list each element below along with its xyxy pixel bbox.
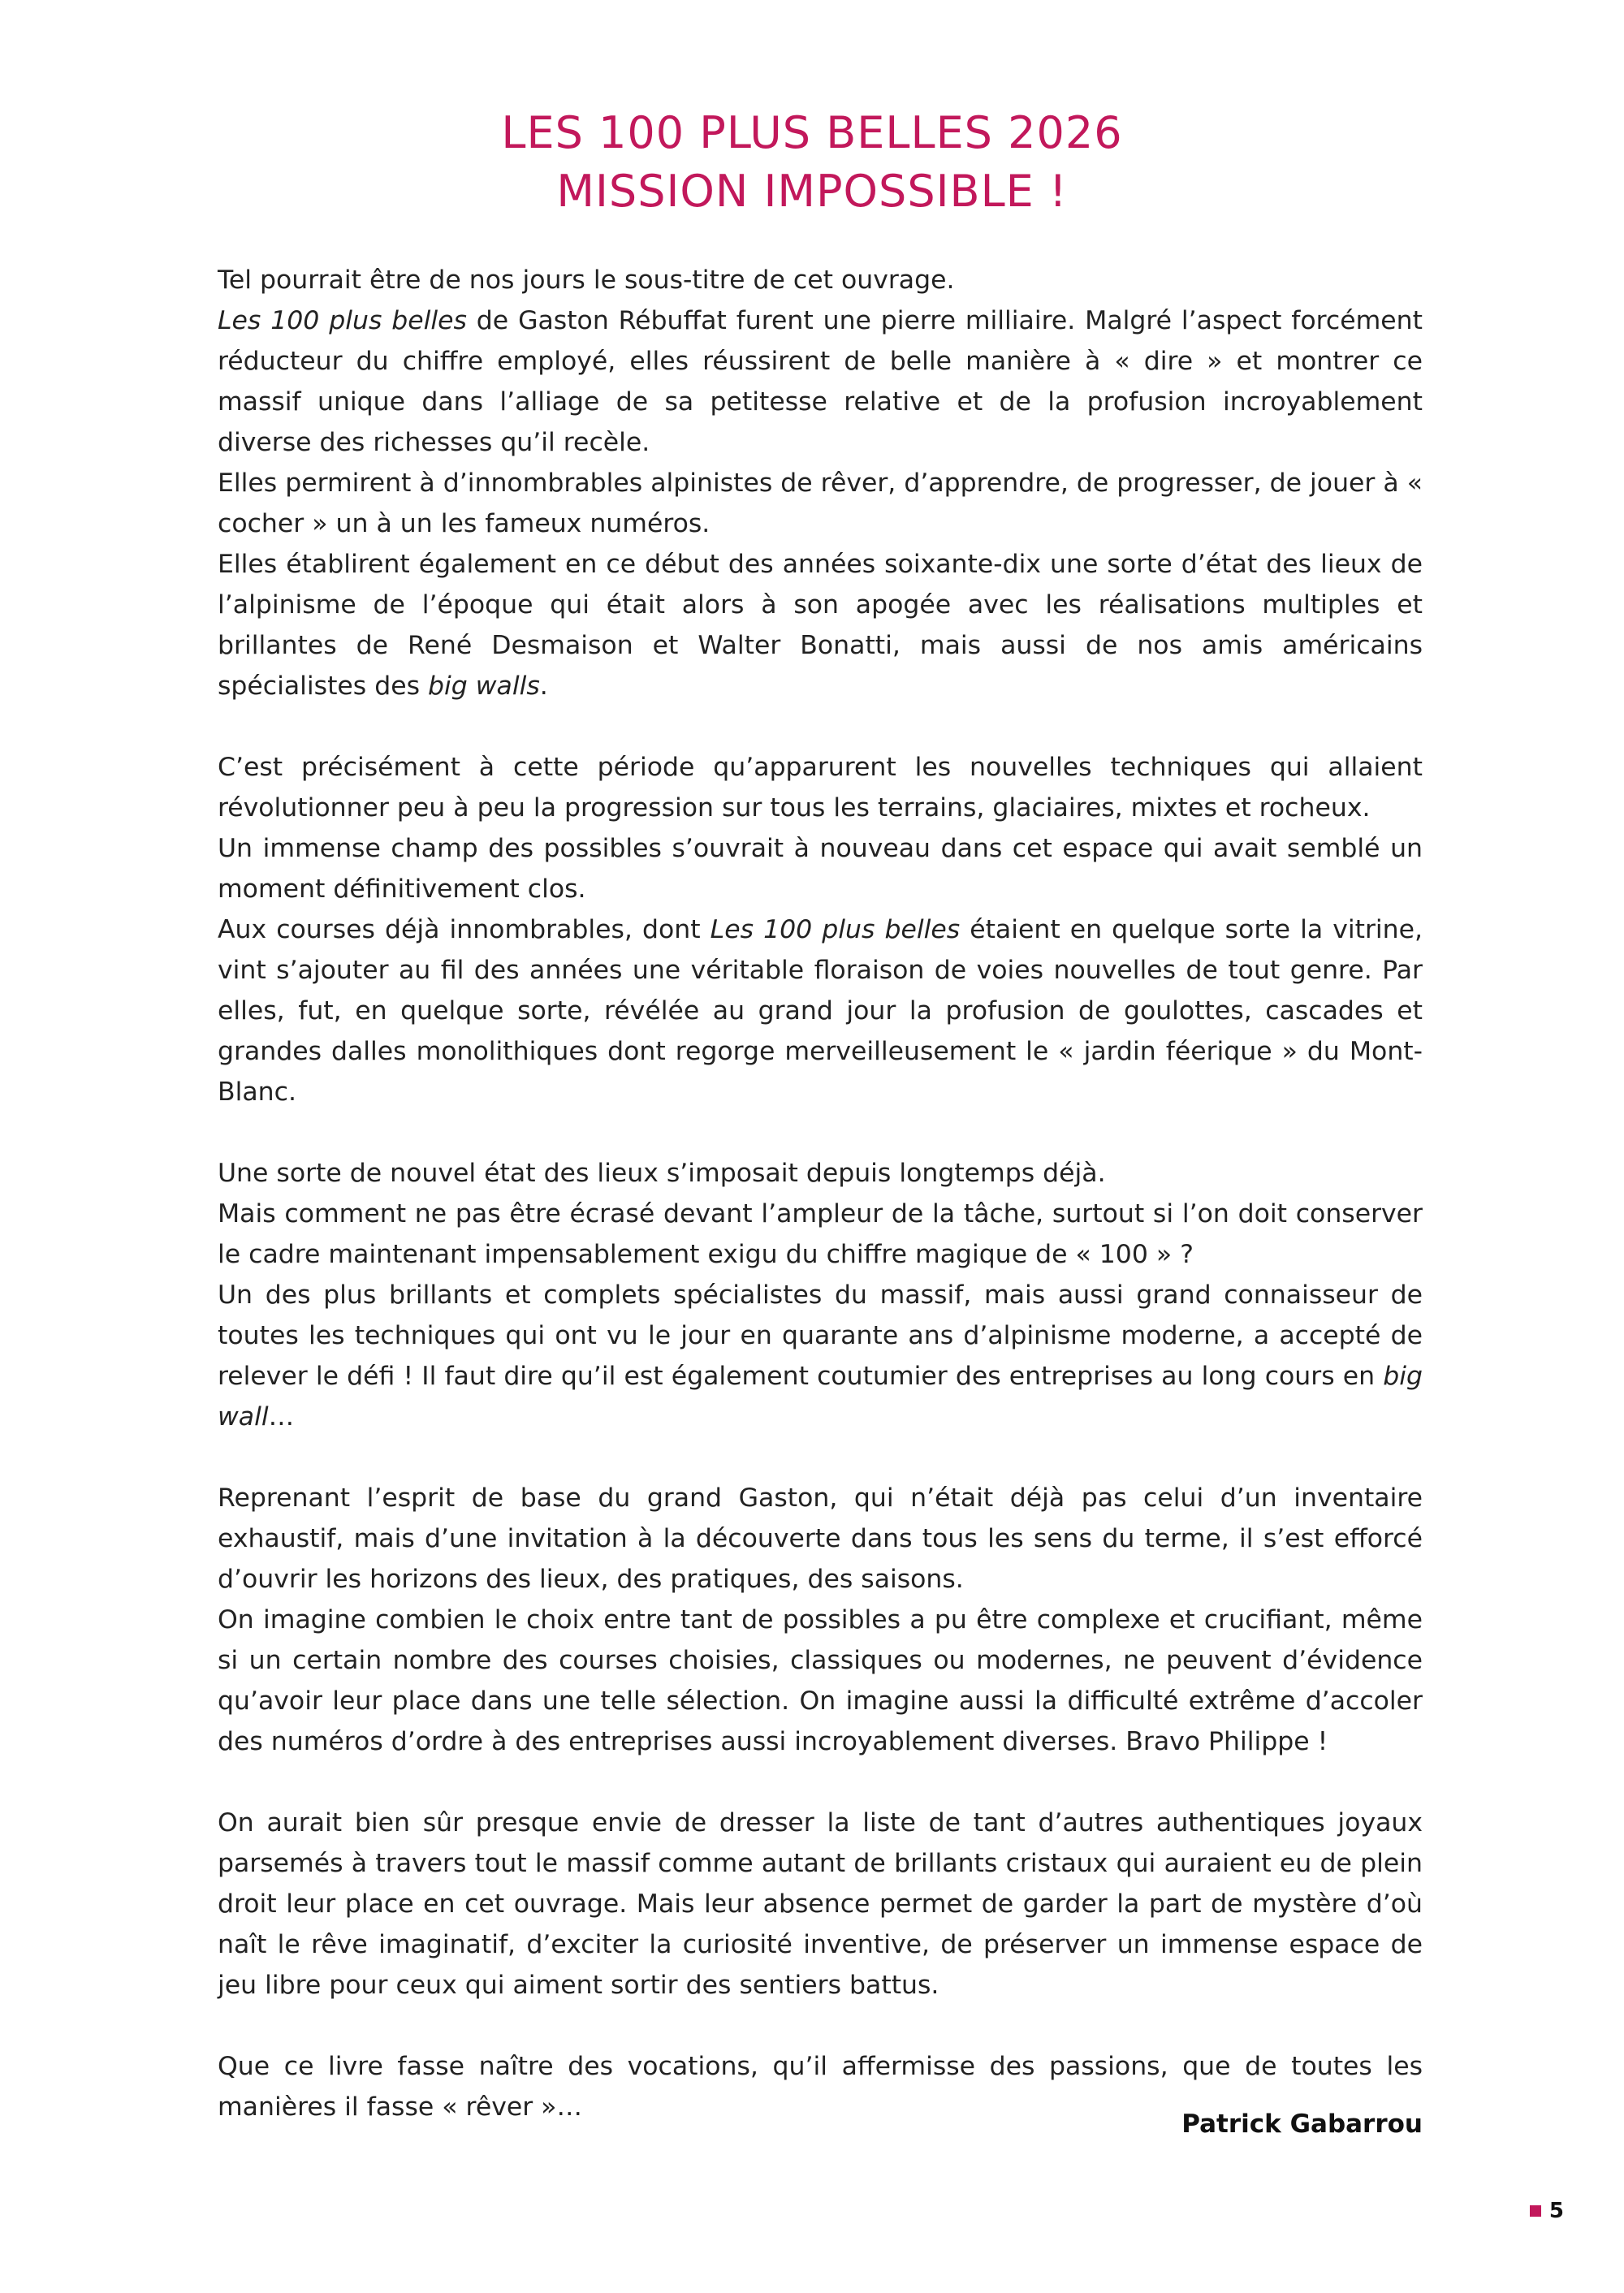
paragraph-1-sentence-3: Elles permirent à d’innombrables alpinistes de rêver, d’apprendre, de progresser, de jouer à « cocher » un à un les fameux numéros. xyxy=(218,469,1423,538)
paragraph-1-sentence-4-end: . xyxy=(539,671,548,701)
book-title-italic: Les 100 plus belles xyxy=(218,306,467,335)
paragraph-3 xyxy=(218,1153,1423,1437)
paragraph-6-sentence-1: Que ce livre fasse naître des vocations, qu’il affermisse des passions, que de toutes les manières il fasse « rêver »… xyxy=(218,2052,1423,2122)
paragraph-2-sentence-3 xyxy=(218,909,1423,1112)
title-line-1: LES 100 PLUS BELLES 2026 xyxy=(501,107,1123,158)
paragraph-3-sentence-2: Mais comment ne pas être écrasé devant l’ampleur de la tâche, surtout si l’on doit conserver le cadre maintenant impensablement exigu du chiffre magique de « 100 » ? xyxy=(218,1199,1423,1269)
article-body xyxy=(218,260,1423,2168)
paragraph-3-sentence-1: Une sorte de nouvel état des lieux s’imposait depuis longtemps déjà. xyxy=(218,1159,1106,1188)
paragraph-2-sentence-2: Un immense champ des possibles s’ouvrait à nouveau dans cet espace qui avait semblé un moment définitivement clos. xyxy=(218,834,1423,904)
paragraph-1-sentence-4-text: Elles établirent également en ce début des années soixante-dix une sorte d’état des lieux de l’alpinisme de l’époque qui était alors à son apogée avec les réalisations multiples et brillantes de René Desmaison et Walter Bonatti, mais aussi de nos amis américains spécialistes des xyxy=(218,550,1423,701)
paragraph-1 xyxy=(218,260,1423,706)
paragraph-3-sentence-3 xyxy=(218,1275,1423,1437)
paragraph-2-sentence-1: C’est précisément à cette période qu’apparurent les nouvelles techniques qui allaient révolutionner peu à peu la progression sur tous les terrains, glaciaires, mixtes et rocheux. xyxy=(218,753,1423,823)
square-marker-icon xyxy=(1530,2205,1541,2217)
paragraph-4-sentence-2: On imagine combien le choix entre tant de possibles a pu être complexe et crucifiant, même si un certain nombre des courses choisies, classiques ou modernes, ne peuvent d’évidence qu’avoir leur place dans une telle sélection. On imagine aussi la difficulté extrême d’accoler des numéros d’ordre à des entreprises aussi incroyablement diverses. Bravo Philippe ! xyxy=(218,1605,1423,1756)
author-signature: Patrick Gabarrou xyxy=(1181,2109,1423,2139)
paragraph-1-sentence-2 xyxy=(218,300,1423,463)
page-number: 5 xyxy=(1548,2199,1564,2223)
paragraph-3-sentence-3-end: … xyxy=(268,1402,295,1432)
page-title xyxy=(0,104,1624,221)
paragraph-1-sentence-4 xyxy=(218,544,1423,706)
big-walls-italic: big walls xyxy=(428,671,540,701)
paragraph-4-sentence-1: Reprenant l’esprit de base du grand Gaston, qui n’était déjà pas celui d’un inventaire exhaustif, mais d’une invitation à la découverte dans tous les sens du terme, il s’est efforcé d’ouvrir les horizons des lieux, des pratiques, des saisons. xyxy=(218,1483,1423,1594)
big-wall-italic: big wall xyxy=(218,1362,1423,1432)
paragraph-3-sentence-3-text: Un des plus brillants et complets spécialistes du massif, mais aussi grand connaisseur de toutes les techniques qui ont vu le jour en quarante ans d’alpinisme moderne, a accepté de relever le défi ! Il faut dire qu’il est également coutumier des entreprises au long cours en xyxy=(218,1280,1423,1391)
title-line-2: MISSION IMPOSSIBLE ! xyxy=(556,166,1068,217)
book-title-italic: Les 100 plus belles xyxy=(710,915,961,944)
paragraph-2-sentence-3-start: Aux courses déjà innombrables, dont xyxy=(218,915,710,944)
paragraph-5-sentence-1: On aurait bien sûr presque envie de dresser la liste de tant d’autres authentiques joyaux parsemés à travers tout le massif comme autant de brillants cristaux qui auraient eu de plein droit leur place en cet ouvrage. Mais leur absence permet de garder la part de mystère d’où naît le rêve imaginatif, d’exciter la curiosité inventive, de préserver un immense espace de jeu libre pour ceux qui aiment sortir des sentiers battus. xyxy=(218,1808,1423,2000)
paragraph-1-sentence-1: Tel pourrait être de nos jours le sous-titre de cet ouvrage. xyxy=(218,266,955,295)
paragraph-2-sentence-3-rest: étaient en quelque sorte la vitrine, vint s’ajouter au fil des années une véritable floraison de voies nouvelles de tout genre. Par elles, fut, en quelque sorte, révélée au grand jour la profusion de goulottes, cascades et grandes dalles monolithiques dont regorge merveilleusement le « jardin féerique » du Mont-Blanc. xyxy=(218,915,1423,1107)
paragraph-5 xyxy=(218,1803,1423,2006)
page-number-block xyxy=(1530,2199,1564,2223)
paragraph-1-sentence-2-rest: de Gaston Rébuffat furent une pierre milliaire. Malgré l’aspect forcément réducteur du chiffre employé, elles réussirent de belle manière à « dire » et montrer ce massif unique dans l’alliage de sa petitesse relative et de la profusion incroyablement diverse des richesses qu’il recèle. xyxy=(218,306,1423,457)
paragraph-2 xyxy=(218,747,1423,1112)
paragraph-4 xyxy=(218,1478,1423,1762)
